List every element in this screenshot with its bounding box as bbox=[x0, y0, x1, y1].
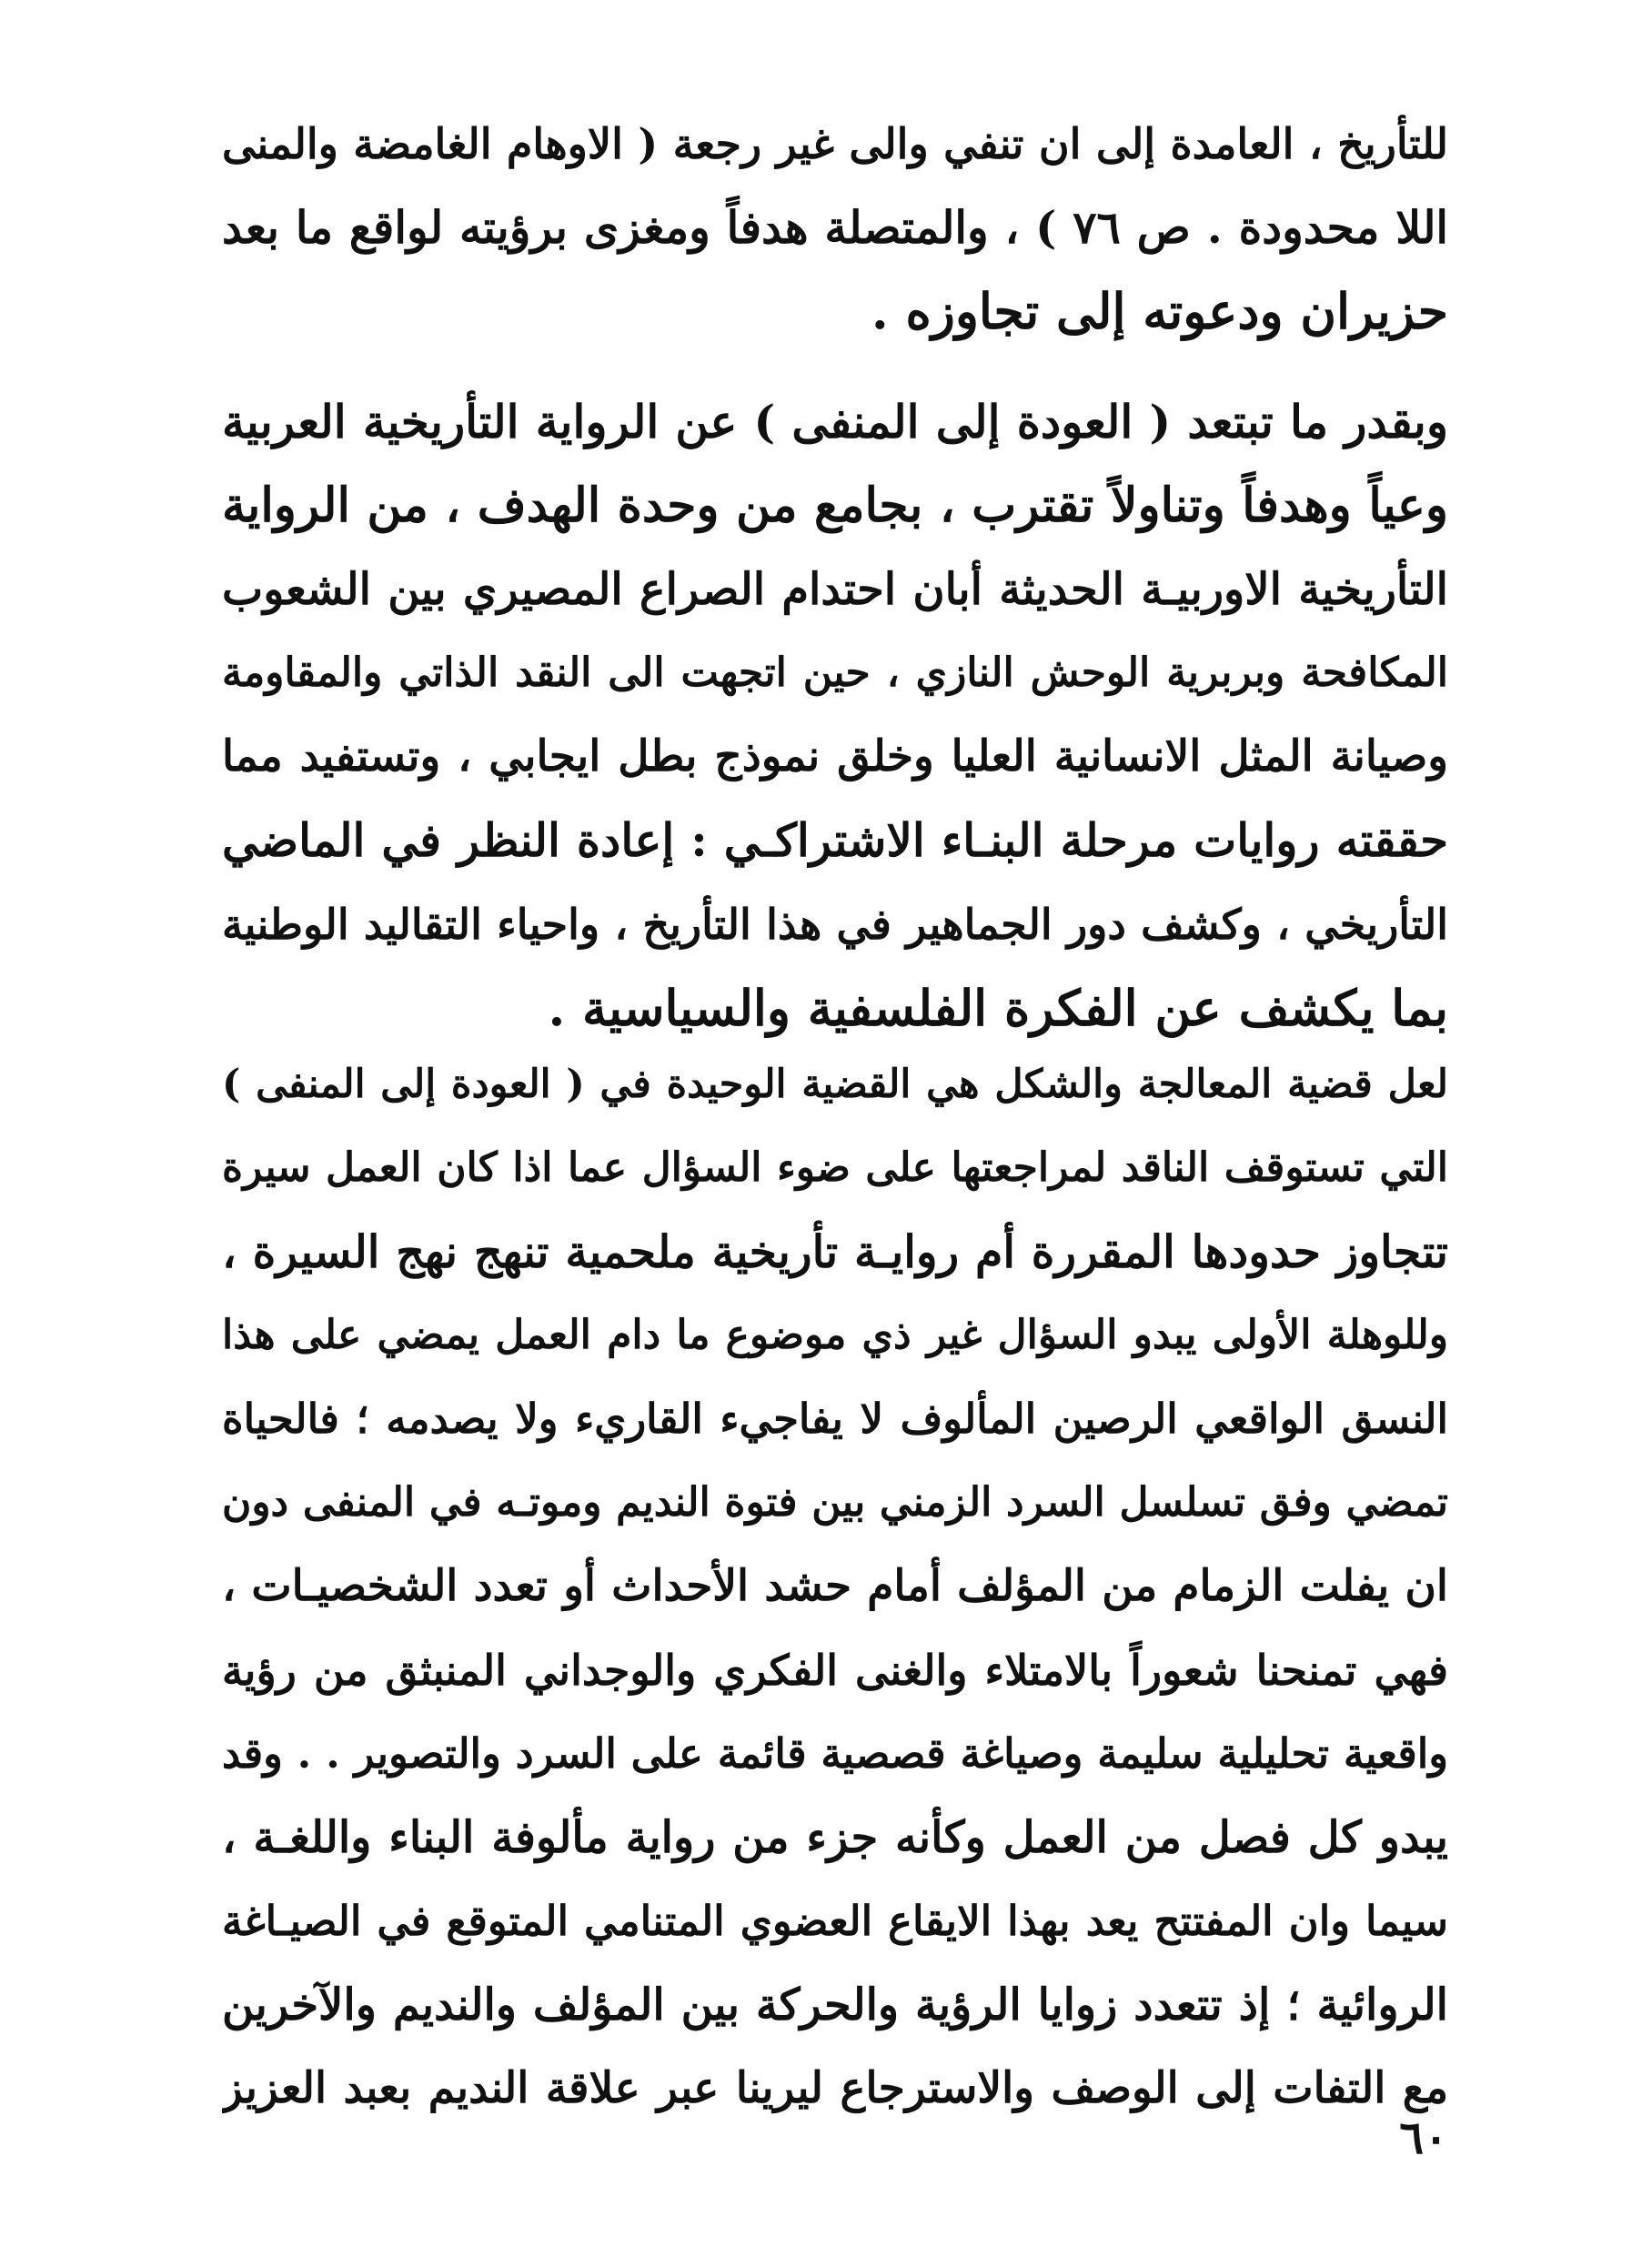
text-line: وبقدر ما تبتعد ( العودة إلى المنفى ) عن الرواية التأريخية العربية bbox=[222, 395, 1448, 448]
text-line: حققته روايات مرحلة البنـاء الاشتراكـي : إعادة النظر في الماضي bbox=[222, 813, 1448, 867]
text-line: وللوهلة الأولى يبدو السؤال غير ذي موضوع ما دام العمل يمضي على هذا bbox=[222, 1312, 1448, 1358]
text-line: لعل قضية المعالجة والشكل هي القضية الوحيدة في ( العودة إلى المنفى ) bbox=[222, 1062, 1448, 1107]
text-line: حزيران ودعوته إلى تجاوزه . bbox=[871, 282, 1448, 340]
text-line: التأريخية الاوربيـة الحديثة أبان احتدام الصراع المصيري بين الشعوب bbox=[222, 564, 1448, 615]
text-line: تمضي وفق تسلسل السرد الزمني بين فتوة النديم وموتـه في المنفى دون bbox=[222, 1479, 1448, 1526]
text-line: سيما وان المفتتح يعد بهذا الايقاع العضوي المتنامي المتوقع في الصيـاغة bbox=[222, 1897, 1448, 1945]
page-number: ٦٠ bbox=[1399, 2111, 1448, 2164]
text-line: ان يفلت الزمام من المؤلف أمام حشد الأحداث أو تعدد الشخصيـات ، bbox=[222, 1561, 1448, 1611]
text-line: للتأريخ ، العامدة إلى ان تنفي والى غير رجعة ( الاوهام الغامضة والمنى bbox=[222, 119, 1448, 168]
text-line: التأريخي ، وكشف دور الجماهير في هذا التأريخ ، واحياء التقاليد الوطنية bbox=[222, 900, 1448, 949]
text-line: مع التفات إلى الوصف والاسترجاع ليرينا عبر علاقة النديم بعبد العزيز bbox=[222, 2063, 1448, 2113]
text-line: فهي تمنحنا شعوراً بالامتلاء والغنى الفكري والوجداني المنبثق من رؤية bbox=[222, 1646, 1448, 1695]
text-line: التي تستوقف الناقد لمراجعتها على ضوء السؤال عما اذا كان العمل سيرة bbox=[222, 1144, 1448, 1191]
text-line: تتجاوز حدودها المقررة أم روايـة تأريخية ملحمية تنهج نهج السيرة ، bbox=[222, 1225, 1448, 1278]
text-line: بما يكشف عن الفكرة الفلسفية والسياسية . bbox=[548, 979, 1448, 1037]
paragraph bbox=[222, 1043, 1448, 2131]
text-line: وصيانة المثل الانسانية العليا وخلق نموذج بطل ايجابي ، وتستفيد مما bbox=[222, 731, 1448, 781]
paragraph bbox=[222, 380, 1448, 1050]
text-line: واقعية تحليلية سليمة وصياغة قصصية قائمة على السرد والتصوير . . وقد bbox=[222, 1729, 1448, 1778]
text-line: وعياً وهدفاً وتناولاً تقترب ، بجامع من وحدة الهدف ، من الرواية bbox=[222, 478, 1448, 533]
text-line: الروائية ؛ إذ تتعدد زوايا الرؤية والحركة بين المؤلف والنديم والآخرين bbox=[222, 1980, 1448, 2030]
paragraph bbox=[222, 102, 1448, 353]
text-line: اللا محدودة . ص ٧٦ ) ، والمتصلة هدفاً ومغزى برؤيته لواقع ما بعد bbox=[222, 201, 1448, 254]
text-line: النسق الواقعي الرصين المألوف لا يفاجيء القاريء ولا يصدمه ؛ فالحياة bbox=[222, 1395, 1448, 1443]
text-line: يبدو كل فصل من العمل وكأنه جزء من رواية مألوفة البناء واللغـة ، bbox=[222, 1812, 1448, 1863]
text-line: المكافحة وبربرية الوحش النازي ، حين اتجهت الى النقد الذاتي والمقاومة bbox=[222, 650, 1448, 696]
